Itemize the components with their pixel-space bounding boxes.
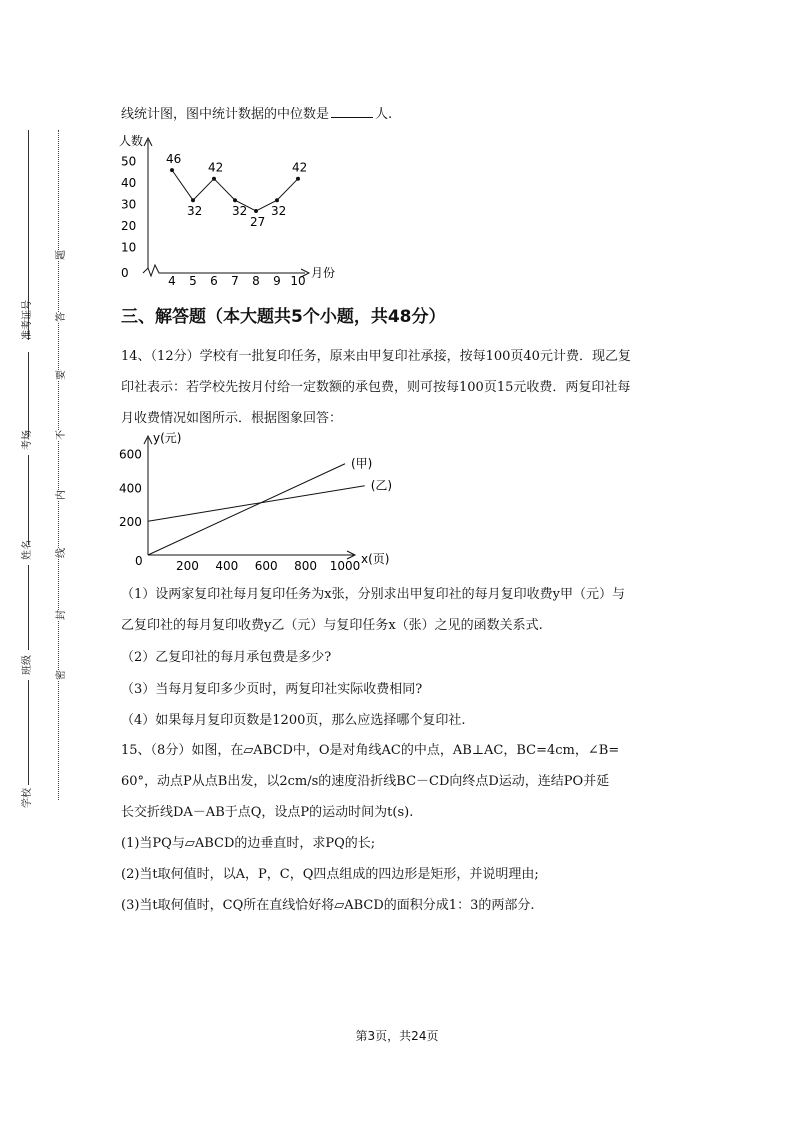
q15-part: (2)当t取何值时，以A，P，C，Q四点组成的四边形是矩形，并说明理由; <box>121 867 539 882</box>
data-label: 42 <box>208 160 224 175</box>
x-tick-label: 6 <box>210 274 218 288</box>
y-tick-label: 600 <box>119 447 142 462</box>
seal-char: 内 <box>52 490 67 500</box>
x-tick-label: 9 <box>273 274 281 288</box>
q14-line: 印社表示：若学校先按月付给一定数额的承包费，则可按每100页15元收费．两复印社每 <box>121 380 631 395</box>
seal-char: 封 <box>52 610 67 620</box>
x-tick-label: 8 <box>252 274 260 288</box>
q13-text-before: 线统计图，图中统计数据的中位数是 <box>121 107 330 122</box>
x-tick-label: 200 <box>175 559 199 573</box>
series-label: (甲) <box>351 456 373 471</box>
q15-line: 60°，动点P从点B出发，以2cm/s的速度沿折线BC－CD向终点D运动，连结PO并延 <box>121 774 610 789</box>
y-tick-label: 20 <box>121 219 137 233</box>
data-label: 32 <box>187 204 203 219</box>
y-tick-label: 0 <box>121 266 129 280</box>
line-chart-people <box>115 128 355 293</box>
label-exam-number: 准考证号 <box>22 300 33 340</box>
y-axis-label: 人数 <box>119 134 144 148</box>
y-tick-label: 200 <box>119 515 142 530</box>
x-tick-label: 600 <box>254 559 278 573</box>
data-point <box>212 177 216 181</box>
q14-sub2: （2）乙复印社的每月承包费是多少? <box>121 650 332 665</box>
label-school: 学校 <box>22 788 33 808</box>
y-tick-label: 30 <box>121 197 137 212</box>
x-tick-label: 5 <box>189 274 197 288</box>
seal-char: 答 <box>52 312 67 322</box>
series-line <box>148 464 345 555</box>
q14-line: 月收费情况如图所示．根据图象回答： <box>121 411 343 426</box>
data-point <box>275 198 279 202</box>
seal-char: 线 <box>52 548 67 558</box>
seal-char: 题 <box>52 250 67 260</box>
q14-line: 14、（12分）学校有一批复印任务，原来由甲复印社承接，按每100页40元计费．现乙复 <box>121 349 631 364</box>
x-tick-label: 4 <box>168 274 176 288</box>
data-point <box>191 198 195 202</box>
seal-char: 密 <box>52 670 67 680</box>
data-label: 32 <box>271 204 287 219</box>
origin-label: 0 <box>135 554 143 568</box>
label-exam-room: 考场 <box>22 430 33 450</box>
q14-sub3: （3）当每月复印多少页时，两复印社实际收费相同? <box>121 682 423 697</box>
answer-blank <box>331 105 373 118</box>
label-class: 班级 <box>22 655 33 675</box>
data-point <box>296 177 300 181</box>
q13-tail <box>121 103 392 122</box>
q13-text-after: 人. <box>375 107 393 122</box>
x-axis-label: x(页) <box>361 552 390 566</box>
data-label: 27 <box>250 214 266 229</box>
x-tick-label: 10 <box>290 274 306 288</box>
x-tick-label: 1000 <box>329 559 361 573</box>
data-label: 46 <box>166 152 182 167</box>
series-label: (乙) <box>370 478 393 493</box>
x-axis-label: 月份 <box>311 266 336 280</box>
seal-char: 不 <box>52 430 67 440</box>
q15-part: (1)当PQ与▱ABCD的边垂直时，求PQ的长; <box>121 836 376 851</box>
page-number: 第3页，共24页 <box>355 1029 439 1043</box>
label-name: 姓名 <box>22 540 33 560</box>
q14-sub4: （4）如果每月复印页数是1200页，那么应选择哪个复印社. <box>121 713 466 728</box>
line-chart-cost <box>115 428 445 573</box>
x-tick-label: 800 <box>294 559 318 573</box>
q15-line: 15、（8分）如图，在▱ABCD中，O是对角线AC的中点，AB⊥AC，BC=4cm，∠B= <box>121 743 620 758</box>
data-point <box>170 168 174 172</box>
x-tick-label: 400 <box>215 559 239 573</box>
y-axis-label: y(元) <box>153 431 182 445</box>
y-tick-label: 400 <box>119 481 142 496</box>
data-label: 32 <box>232 204 248 219</box>
q15-part: (3)当t取何值时，CQ所在直线恰好将▱ABCD的面积分成1：3的两部分. <box>121 898 535 913</box>
x-tick-label: 7 <box>231 274 239 288</box>
data-point <box>254 209 258 213</box>
q14-sub1: 乙复印社的每月复印收费y乙（元）与复印任务x（张）之见的函数关系式. <box>121 618 543 633</box>
section-title: 三、解答题（本大题共5个小题，共48分） <box>121 307 446 327</box>
q14-sub1: （1）设两家复印社每月复印任务为x张，分别求出甲复印社的每月复印收费y甲（元）与 <box>121 587 625 602</box>
y-tick-label: 10 <box>121 240 137 255</box>
seal-char: 要 <box>52 370 67 380</box>
y-tick-label: 50 <box>121 154 137 169</box>
data-point <box>233 198 237 202</box>
series-line <box>148 486 365 521</box>
q15-line: 长交折线DA－AB于点Q，设点P的运动时间为t(s). <box>121 805 414 820</box>
y-tick-label: 40 <box>121 176 137 190</box>
data-label: 42 <box>292 160 308 175</box>
